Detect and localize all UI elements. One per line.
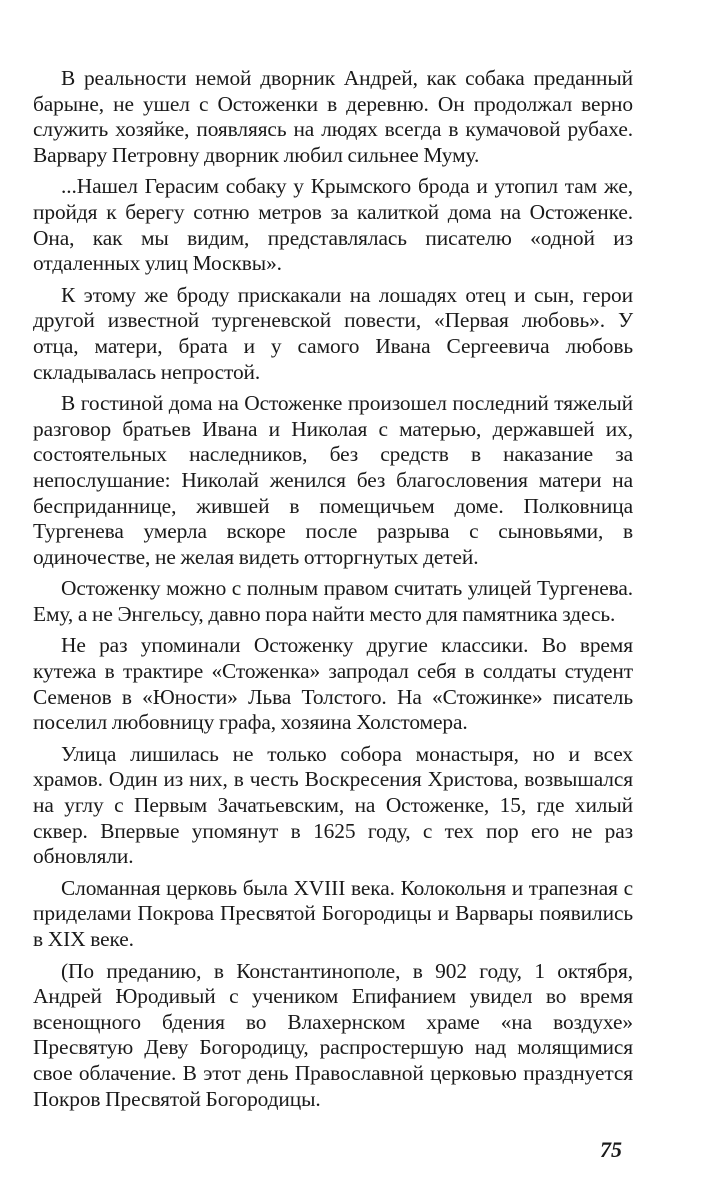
paragraph: ...Нашел Герасим собаку у Крымского брода и утопил там же, пройдя к берегу сотню метров за калиткой дома на Остоженке. Она, как мы видим, представлялась писателю «одной из отдаленных улиц Москвы». [33, 174, 633, 276]
body-text [33, 66, 633, 1118]
paragraph: Остоженку можно с полным правом считать улицей Тургенева. Ему, а не Энгельсу, давно пора найти место для памятника здесь. [33, 576, 633, 626]
paragraph: (По преданию, в Константинополе, в 902 году, 1 октября, Андрей Юродивый с учеником Епифанием увидел во время всенощного бдения во Влахернском храме «на воздухе» Пресвятую Деву Богородицу, распростершую над молящимися свое облачение. В этот день Православной церковью празднуется Покров Пресвятой Богородицы. [33, 958, 633, 1111]
paragraph: Улица лишилась не только собора монастыря, но и всех храмов. Один из них, в честь Воскресения Христова, возвышался на углу с Первым Зачатьевским, на Остоженке, 15, где хилый сквер. Впервые упомянут в 1625 году, с тех пор его не раз обновляли. [33, 741, 633, 869]
paragraph: В гостиной дома на Остоженке произошел последний тяжелый разговор братьев Ивана и Николая с матерью, державшей их, состоятельных наследников, без средств в наказание за непослушание: Николай женился без благословения матери на бесприданнице, жившей в помещичьем доме. Полковница Тургенева умерла вскоре после разрыва с сыновьями, в одиночестве, не желая видеть отторгнутых детей. [33, 391, 633, 569]
paragraph: К этому же броду прискакали на лошадях отец и сын, герои другой известной тургеневской повести, «Первая любовь». У отца, матери, брата и у самого Ивана Сергеевича любовь складывалась непростой. [33, 282, 633, 384]
paragraph: Сломанная церковь была XVIII века. Колокольня и трапезная с приделами Покрова Пресвятой Богородицы и Варвары появились в XIX веке. [33, 875, 633, 951]
paragraph: Не раз упоминали Остоженку другие классики. Во время кутежа в трактире «Стоженка» запродал себя в солдаты студент Семенов в «Юности» Льва Толстого. На «Стожинке» писатель поселил любовницу графа, хозяина Холстомера. [33, 633, 633, 735]
paragraph: В реальности немой дворник Андрей, как собака преданный барыне, не ушел с Остоженки в деревню. Он продолжал верно служить хозяйке, появляясь на людях всегда в кумачовой рубахе. Варвару Петровну дворник любил сильнее Муму. [33, 66, 633, 167]
page-number: 75 [600, 1137, 622, 1162]
